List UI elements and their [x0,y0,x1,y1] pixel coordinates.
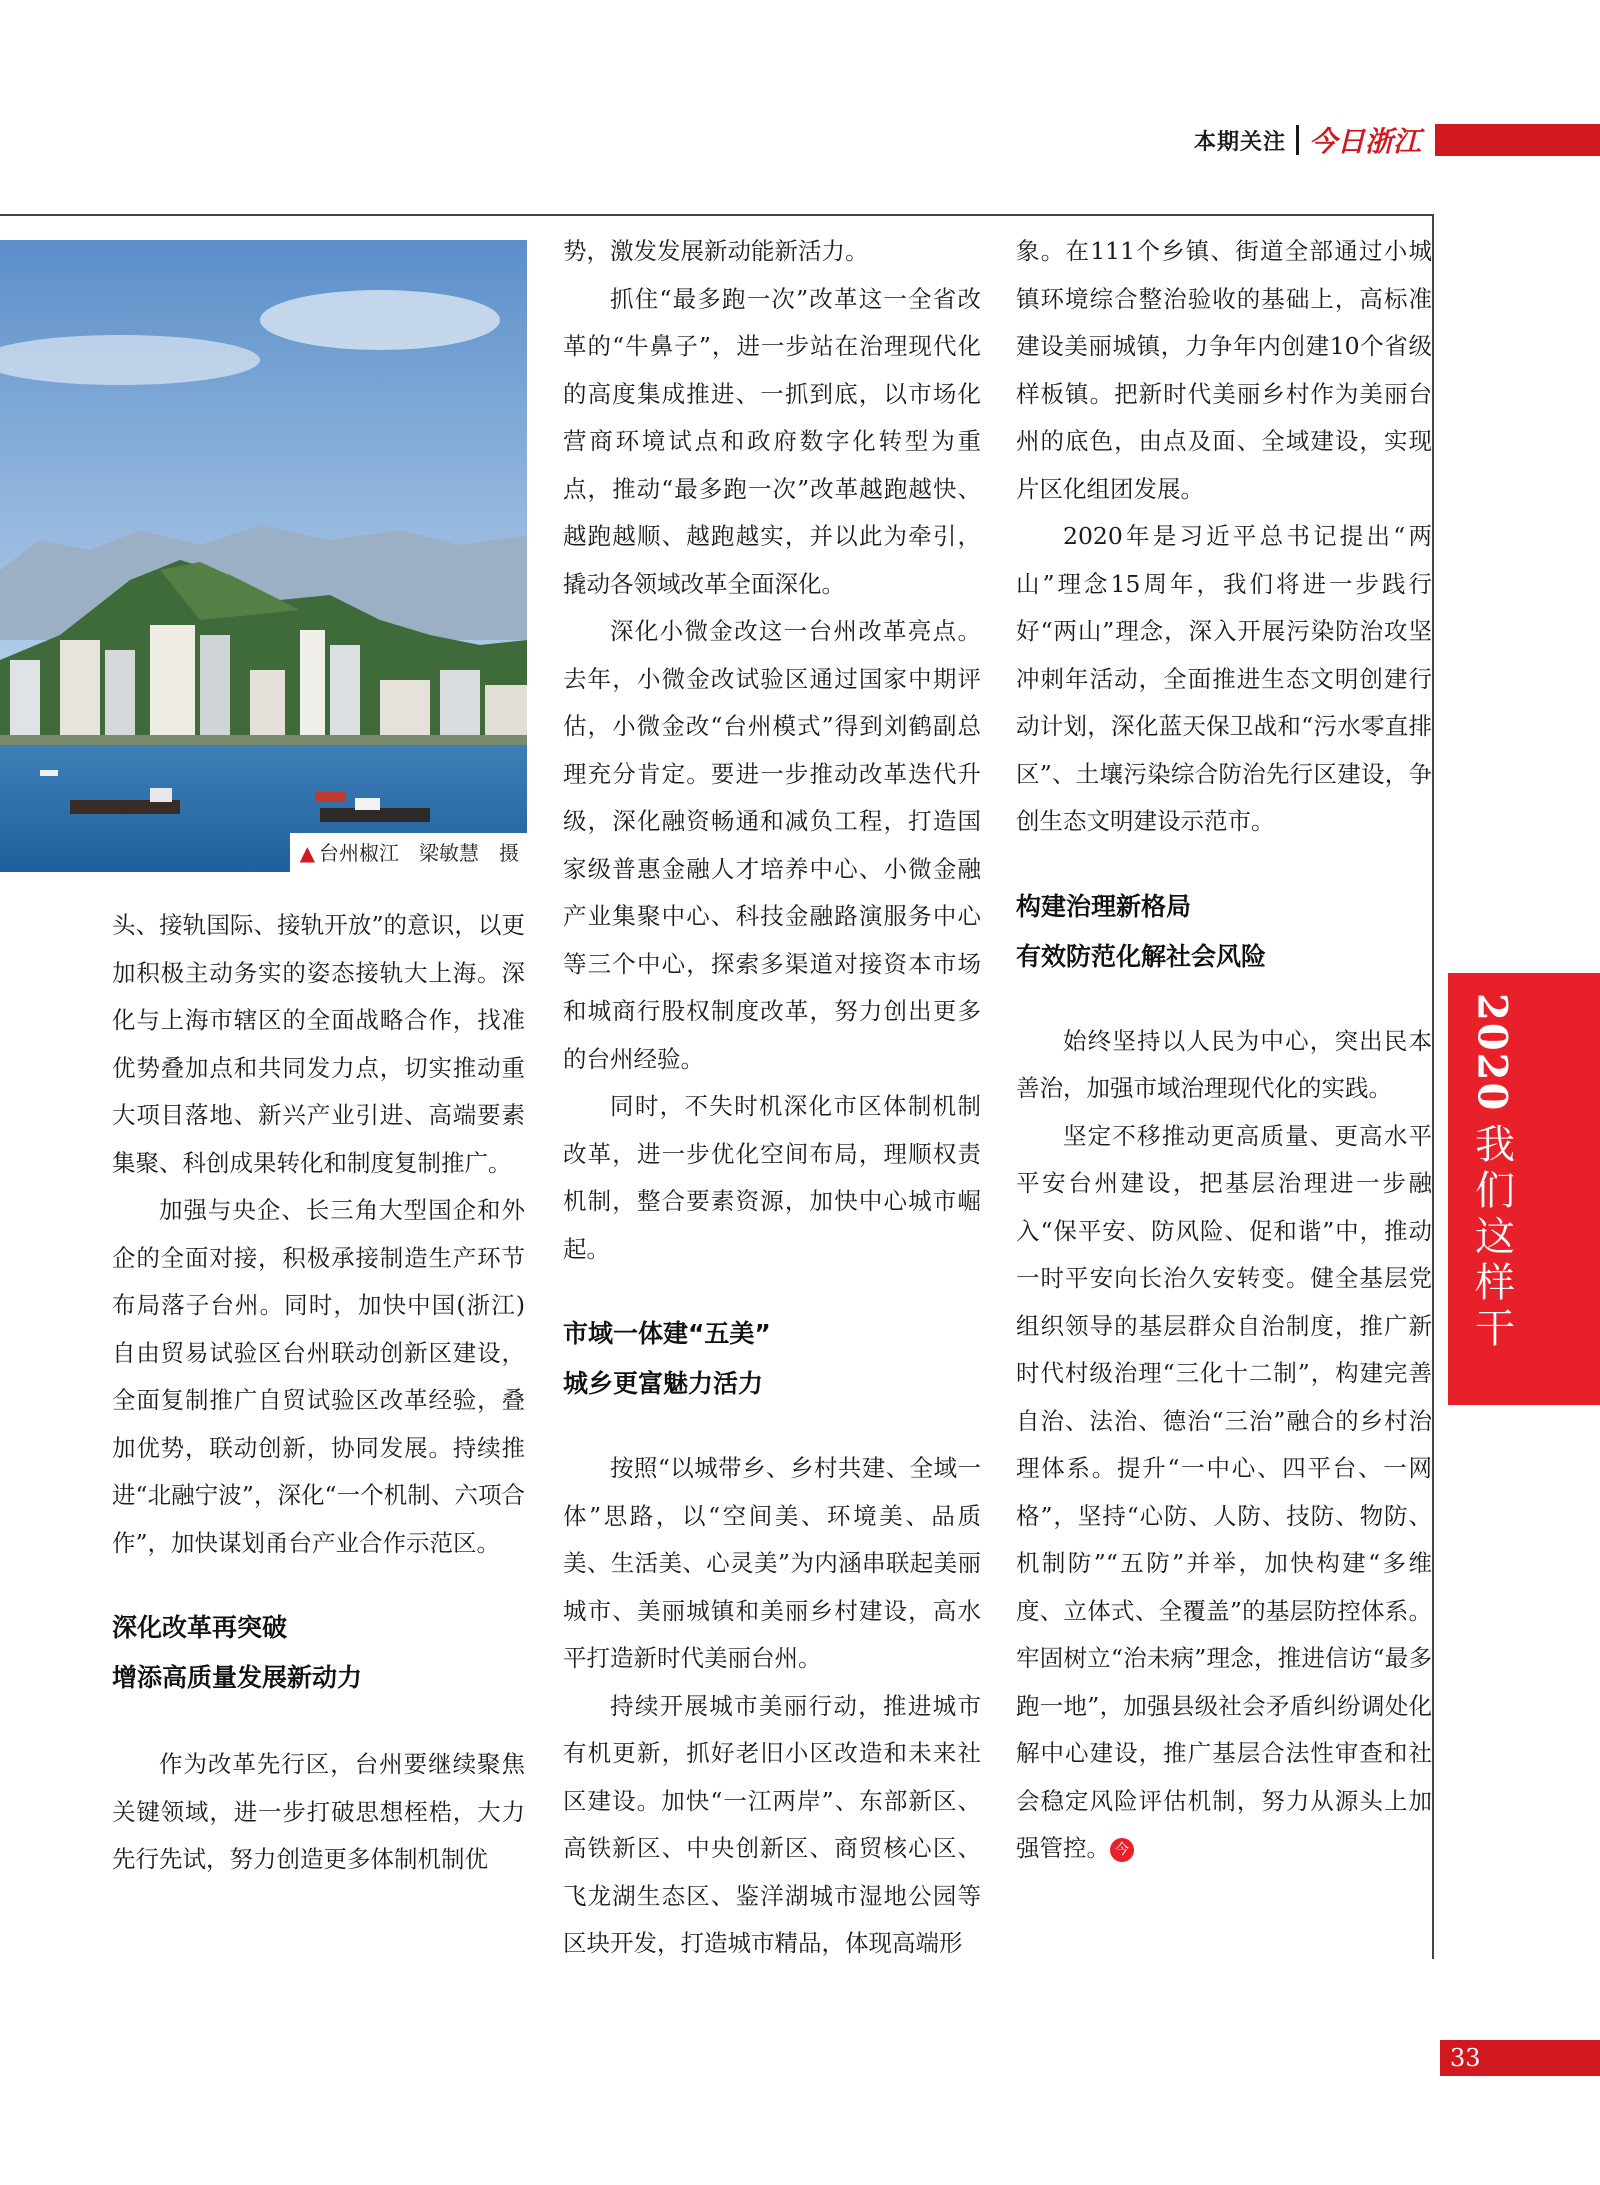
col2-heading-line-1: 市域一体建“五美” [563,1319,771,1348]
side-tab-year: 2020 [1468,993,1516,1113]
side-tab-extension [1536,973,1600,1405]
magazine-logo: 今日浙江 [1308,125,1421,158]
col2-paragraph-5: 按照“以城带乡、乡村共建、全域一体”思路，以“空间美、环境美、品质美、生活美、心灵美”为内涵串联起美丽城市、美丽城镇和美丽乡村建设，高水平打造新时代美丽台州。 [563,1454,981,1672]
section-label: 本期关注 [1193,129,1286,155]
page-header [1194,120,1600,160]
header-divider [1296,125,1299,155]
header-red-bar [1435,124,1600,156]
col2-paragraph-3: 深化小微金改这一台州改革亮点。去年，小微金改试验区通过国家中期评估，小微金改“台州模式”得到刘鹤副总理充分肯定。要进一步推动改革迭代升级，深化融资畅通和减负工程，打造国家级普惠金融人才培养中心、小微金融产业集聚中心、科技金融路演服务中心等三个中心，探索多渠道对接资本市场和城商行股权制度改革，努力创出更多的台州经验。 [563,617,981,1073]
col1-paragraph-2: 加强与央企、长三角大型国企和外企的全面对接，积极承接制造生产环节布局落子台州。同时，加快中国(浙江)自由贸易试验区台州联动创新区建设，全面复制推广自贸试验区改革经验，叠加优势，联动创新，协同发展。持续推进“北融宁波”，深化“一个机制、六项合作”，加快谋划甬台产业合作示范区。 [112,1196,525,1557]
column-1 [112,902,525,1884]
col1-heading-line-1: 深化改革再突破 [112,1613,288,1642]
col1-paragraph-3: 作为改革先行区，台州要继续聚焦关键领域，进一步打破思想桎梏，大力先行先试，努力创造更多体制机制优 [112,1750,525,1873]
col3-heading-line-2: 有效防范化解社会风险 [1016,941,1267,971]
side-section-tab [1448,973,1536,1405]
col3-paragraph-2: 2020年是习近平总书记提出“两山”理念15周年，我们将进一步践行好“两山”理念，深入开展污染防治攻坚冲刺年活动，全面推进生态文明创建行动计划，深化蓝天保卫战和“污水零直排区”、土壤污染综合防治先行区建设，争创生态文明建设示范市。 [1016,522,1432,835]
frame-top-rule [0,214,1432,216]
col2-paragraph-4: 同时，不失时机深化市区体制机制改革，进一步优化空间布局，理顺权责机制，整合要素资源，加快中心城市崛起。 [563,1092,981,1263]
col1-paragraph-1: 头、接轨国际、接轨开放”的意识，以更加积极主动务实的姿态接轨大上海。深化与上海市辖区的全面战略合作，找准优势叠加点和共同发力点，切实推动重大项目落地、新兴产业引进、高端要素集聚、科创成果转化和制度复制推广。 [112,911,525,1177]
end-mark-icon: 今 [1110,1838,1134,1862]
photo-caption [290,833,527,872]
photo-caption-text: 台州椒江 梁敏慧 摄 [319,841,519,865]
col3-heading-line-1: 构建治理新格局 [1016,891,1192,921]
col3-paragraph-1: 象。在111个乡镇、街道全部通过小城镇环境综合整治验收的基础上，高标准建设美丽城镇，力争年内创建10个省级样板镇。把新时代美丽乡村作为美丽台州的底色，由点及面、全域建设，实现片区化组团发展。 [1016,237,1432,503]
harbor-illustration [0,240,527,872]
caption-triangle-icon: ▲ [299,841,315,865]
col2-heading-line-2: 城乡更富魅力活力 [563,1369,764,1398]
column-3 [1016,228,1432,1873]
page-number: 33 [1440,2040,1600,2076]
col3-paragraph-3: 始终坚持以人民为中心，突出民本善治，加强市域治理现代化的实践。 [1016,1026,1432,1102]
frame-right-rule [1432,214,1434,1959]
col3-paragraph-4: 坚定不移推动更高质量、更高水平平安台州建设，把基层治理进一步融入“保平安、防风险、促和谐”中，推动一时平安向长治久安转变。健全基层党组织领导的基层群众自治制度，推广新时代村级治理“三化十二制”，构建完善自治、法治、德治“三治”融合的乡村治理体系。提升“一中心、四平台、一网格”，坚持“心防、人防、技防、物防、机制防”“五防”并举，加快构建“多维度、立体式、全覆盖”的基层防控体系。牢固树立“治未病”理念，推进信访“最多跑一地”，加强县级社会矛盾纠纷调处化解中心建设，推广基层合法性审查和社会稳定风险评估机制，努力从源头上加强管控。 [1016,1121,1432,1862]
col1-heading-line-2: 增添高质量发展新动力 [112,1663,363,1692]
col2-paragraph-1: 势，激发发展新动能新活力。 [563,237,869,265]
harbor-photo [0,240,527,872]
col3-paragraph-4-wrap [1016,1113,1432,1873]
column-2 [563,228,981,1968]
col2-paragraph-6: 持续开展城市美丽行动，推进城市有机更新，抓好老旧小区改造和未来社区建设。加快“一江两岸”、东部新区、高铁新区、中央创新区、商贸核心区、飞龙湖生态区、鉴洋湖城市湿地公园等区块开发，打造城市精品，体现高端形 [563,1691,981,1957]
col2-paragraph-2: 抓住“最多跑一次”改革这一全省改革的“牛鼻子”，进一步站在治理现代化的高度集成推进、一抓到底，以市场化营商环境试点和政府数字化转型为重点，推动“最多跑一次”改革越跑越快、越跑越顺、越跑越实，并以此为牵引，撬动各领域改革全面深化。 [563,284,981,598]
side-tab-title: 我们这样干 [1468,1123,1515,1353]
